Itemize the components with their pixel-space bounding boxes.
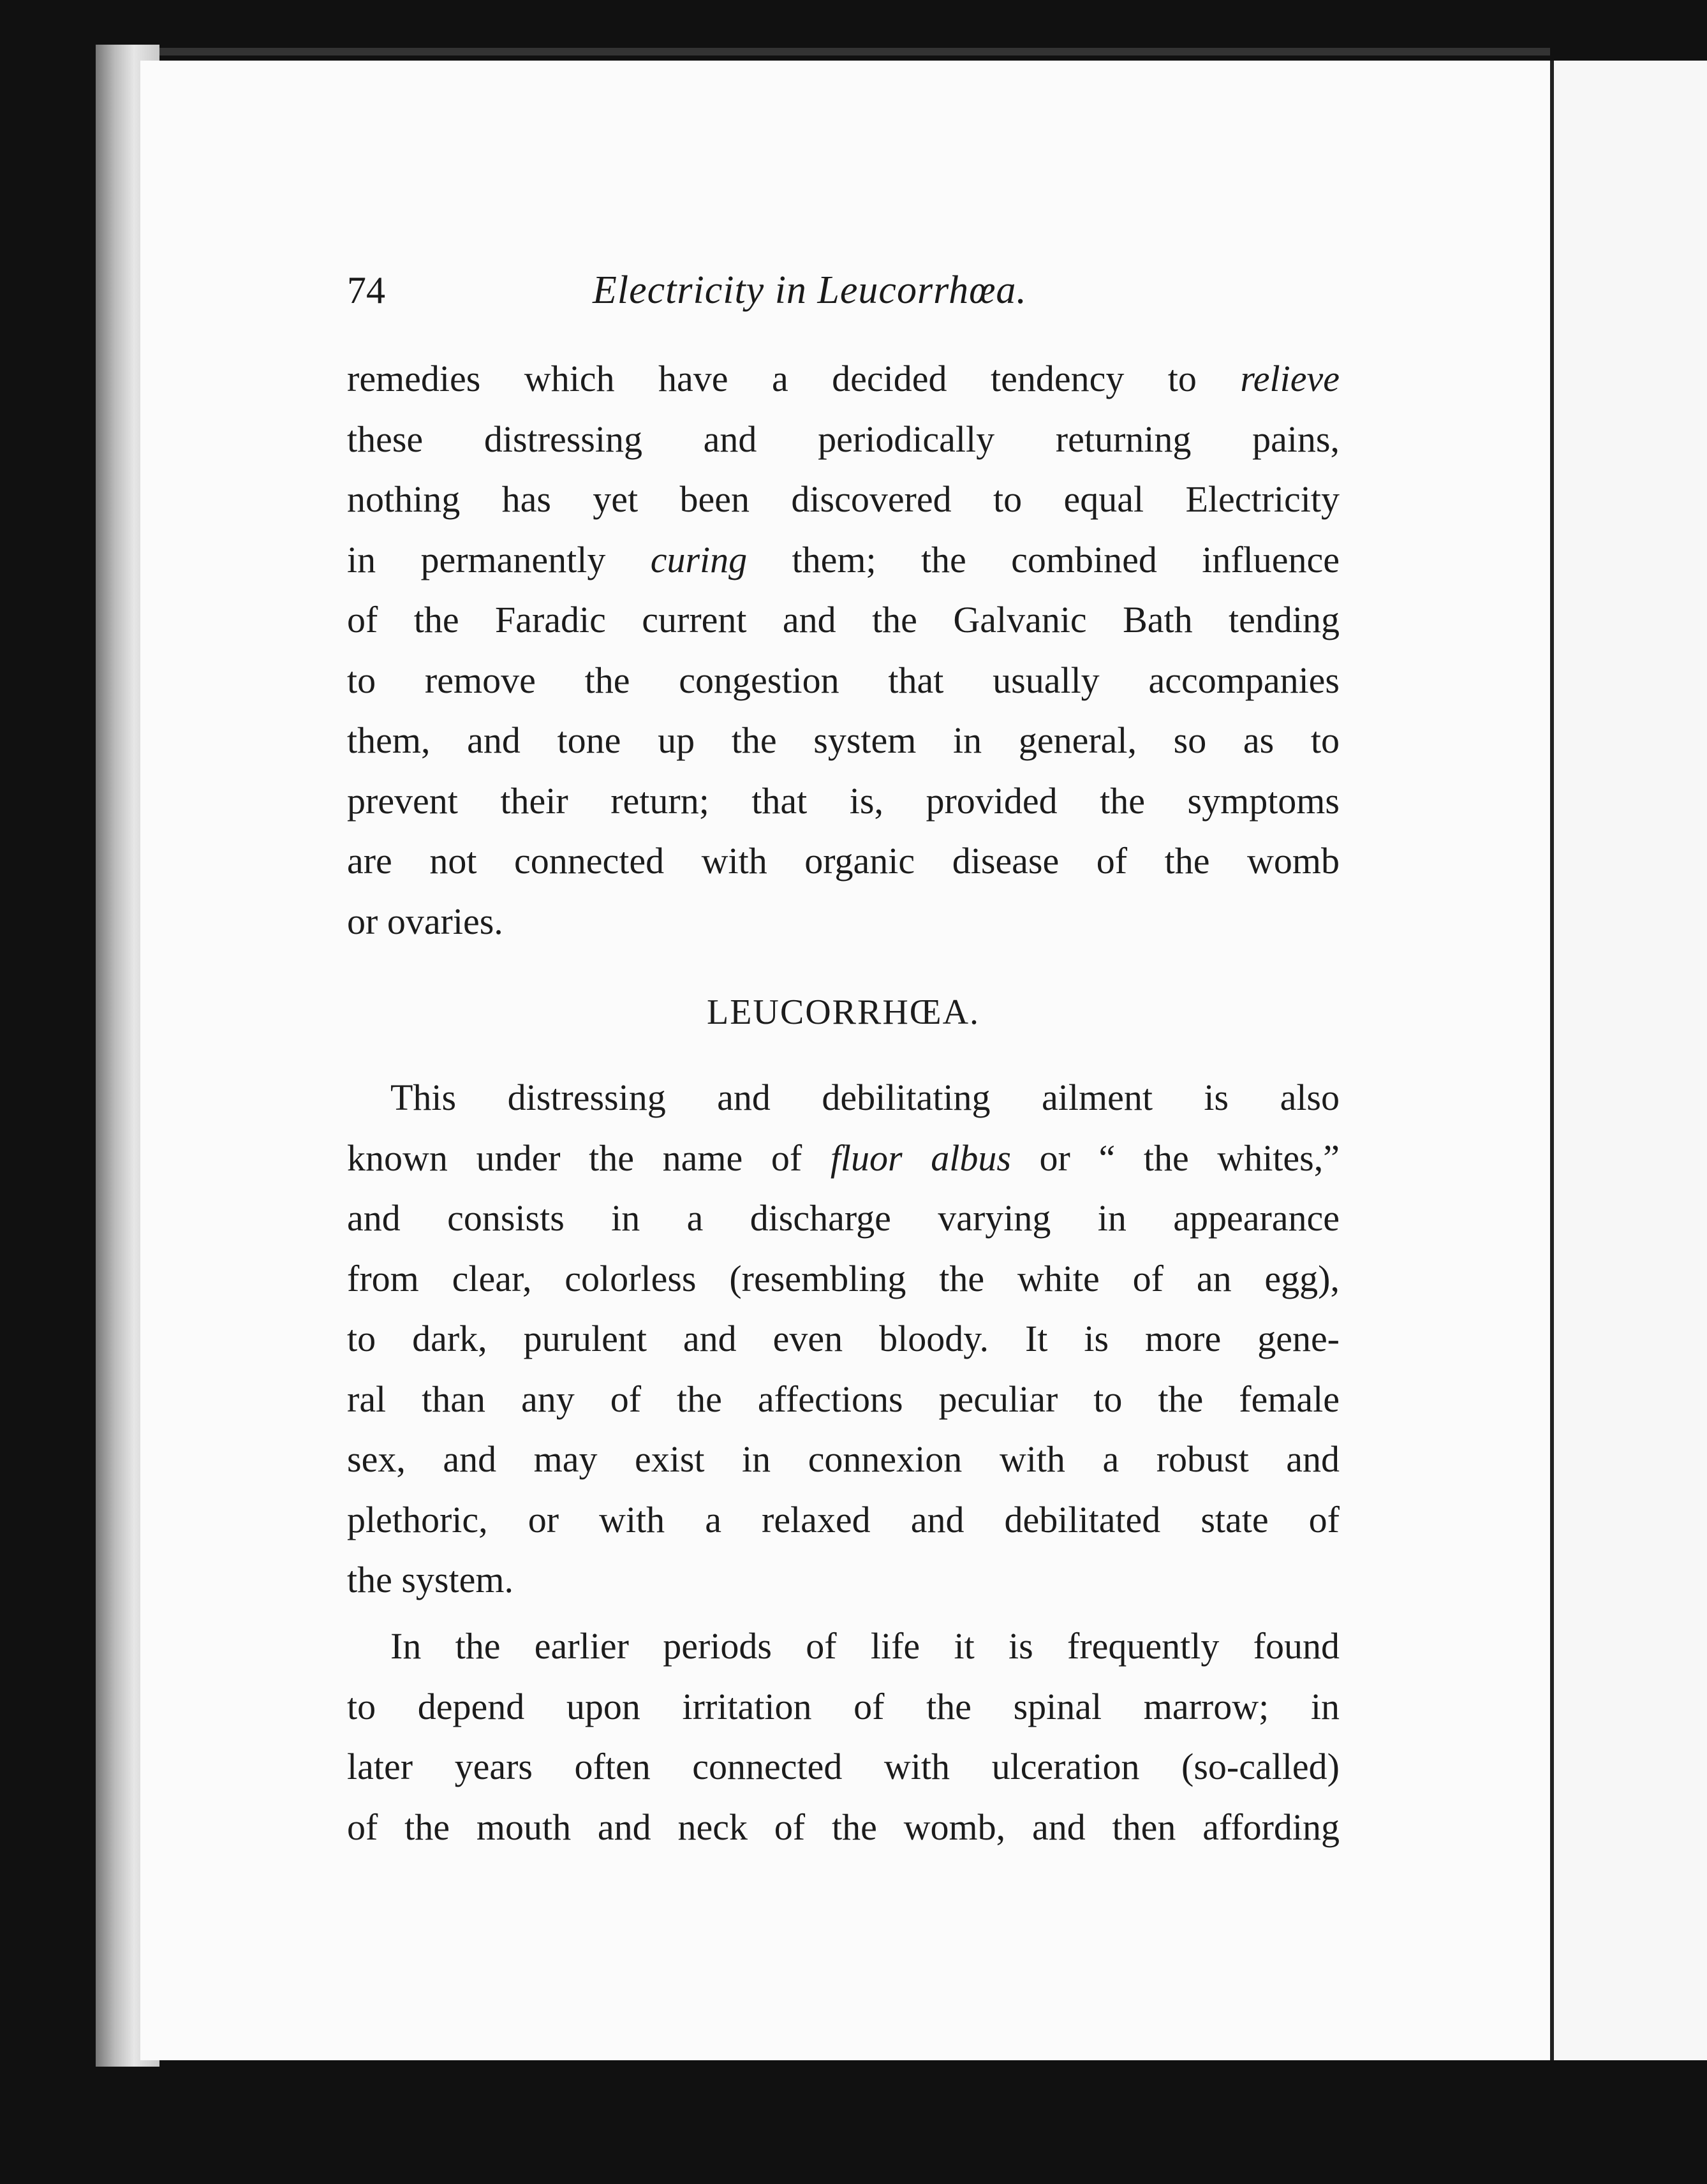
running-head bbox=[347, 262, 1342, 319]
text-line: are not connected with organic disease of the womb bbox=[347, 840, 1340, 882]
text-line: to depend upon irritation of the spinal marrow; in bbox=[347, 1685, 1340, 1727]
text-line: ral than any of the affections peculiar to the female bbox=[347, 1378, 1340, 1420]
text-line: remedies which have a decided tendency to relieve bbox=[347, 358, 1340, 399]
facing-page-strip bbox=[1554, 61, 1707, 2060]
text-line: to dark, purulent and even bloody. It is more gene- bbox=[347, 1318, 1340, 1359]
text-line: in permanently curing them; the combined influence bbox=[347, 538, 1340, 580]
paragraph-1 bbox=[347, 349, 1340, 952]
text-line: of the mouth and neck of the womb, and then affording bbox=[347, 1806, 1340, 1848]
text-line: nothing has yet been discovered to equal Electricity bbox=[347, 478, 1340, 520]
running-title: Electricity in Leucorrhœa. bbox=[593, 269, 1027, 312]
text-line: later years often connected with ulceration (so-called) bbox=[347, 1746, 1340, 1787]
text-line: This distressing and debilitating ailment is also bbox=[390, 1077, 1340, 1118]
text-line: known under the name of fluor albus or “ the whites,” bbox=[347, 1137, 1340, 1179]
section-heading: LEUCORRHŒA. bbox=[706, 992, 980, 1032]
paragraph-2 bbox=[347, 1068, 1340, 1611]
text-line: them, and tone up the system in general, so as to bbox=[347, 719, 1340, 761]
text-line: from clear, colorless (resembling the white of an egg), bbox=[347, 1257, 1340, 1299]
text-line: to remove the congestion that usually accompanies bbox=[347, 659, 1340, 701]
text-line: prevent their return; that is, provided the symptoms bbox=[347, 779, 1340, 822]
text-line: of the Faradic current and the Galvanic Bath tending bbox=[347, 599, 1340, 640]
text-line: In the earlier periods of life it is frequently found bbox=[390, 1625, 1340, 1667]
paragraph-3 bbox=[347, 1616, 1340, 1857]
top-frame-border bbox=[102, 48, 1550, 55]
text-line: and consists in a discharge varying in appearance bbox=[347, 1197, 1340, 1239]
text-line: the system. bbox=[347, 1559, 514, 1600]
page-number: 74 bbox=[347, 269, 385, 311]
text-line: sex, and may exist in connexion with a robust and bbox=[347, 1438, 1340, 1480]
text-line: or ovaries. bbox=[347, 900, 503, 942]
text-line: these distressing and periodically returning pains, bbox=[347, 418, 1340, 460]
text-line: plethoric, or with a relaxed and debilitated state of bbox=[347, 1498, 1340, 1540]
